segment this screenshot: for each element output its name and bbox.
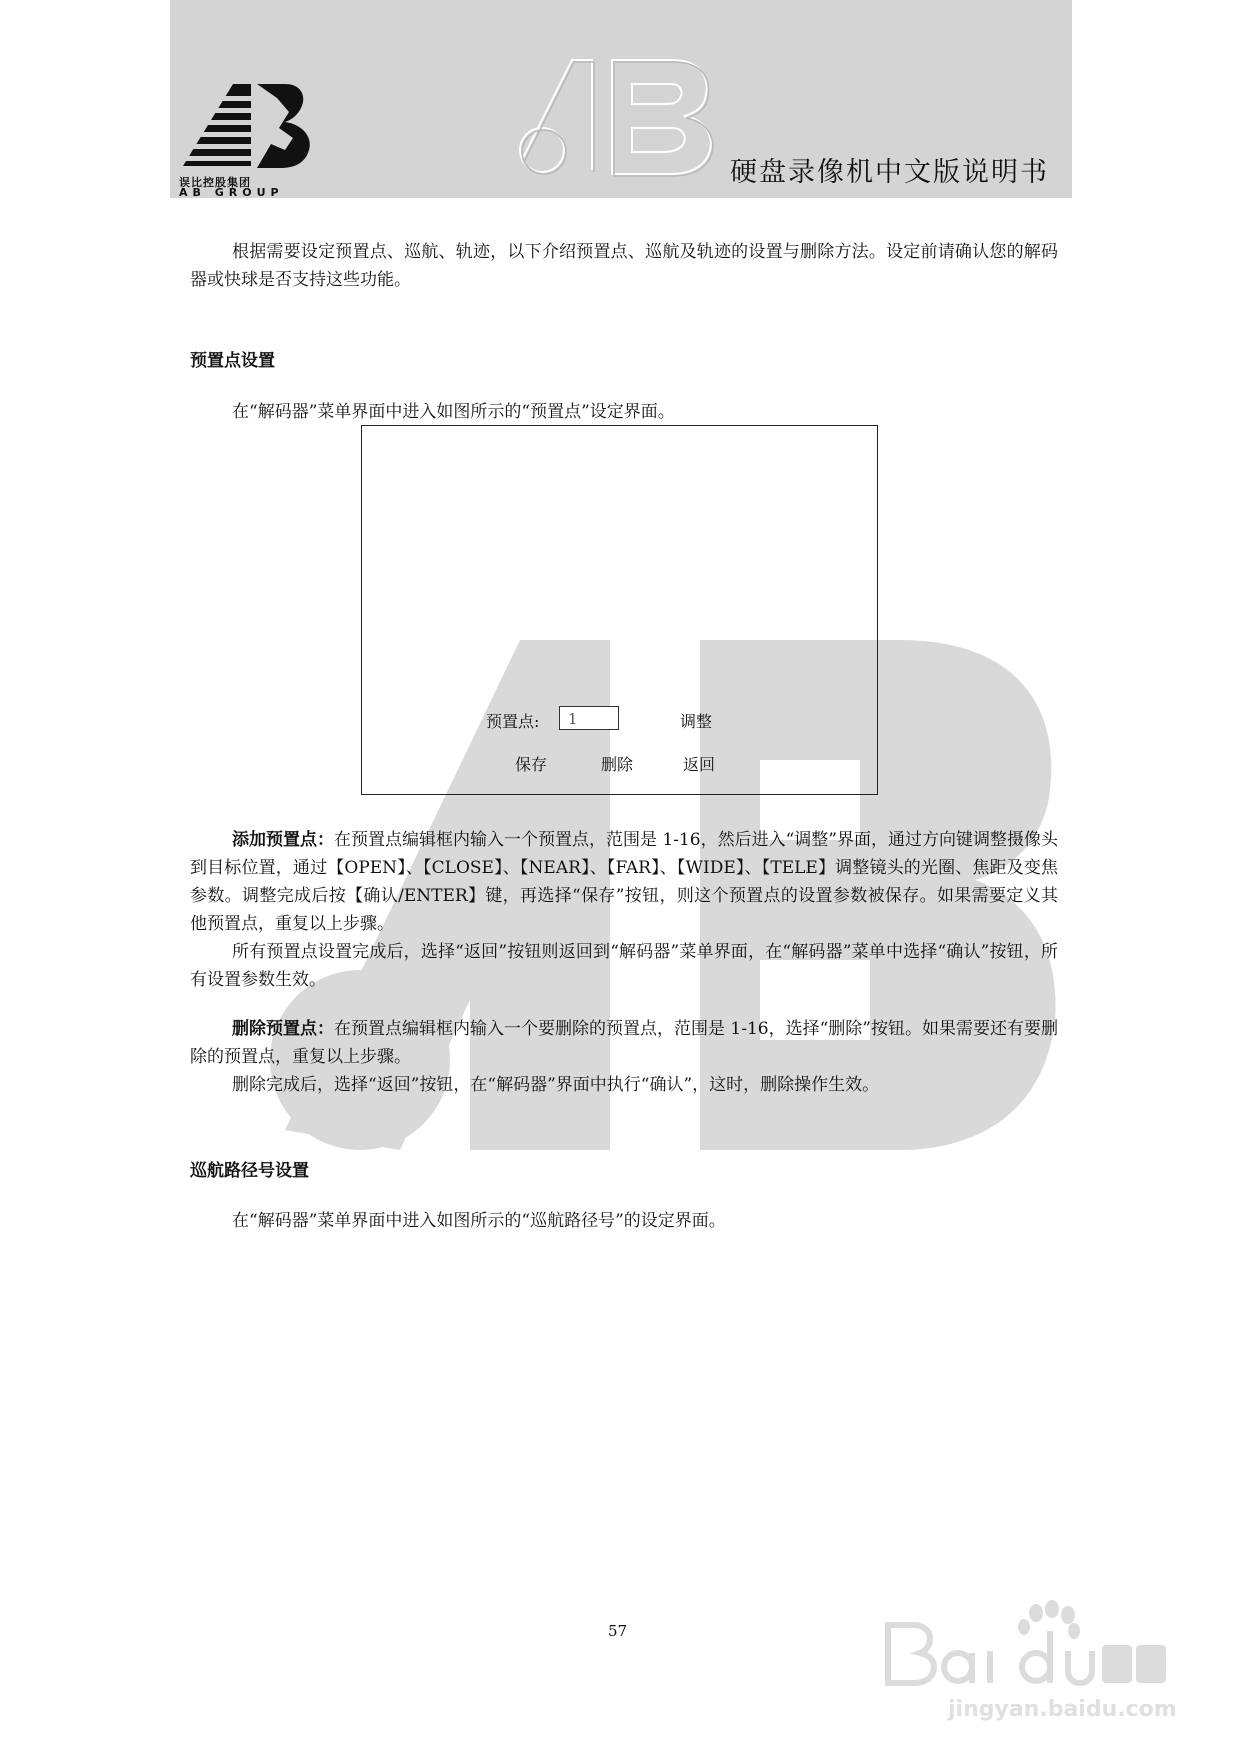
add-preset-paragraph-2: 所有预置点设置完成后，选择“返回”按钮则返回到“解码器”菜单界面，在“解码器”菜单中选择“确认”按钮，所有设置参数生效。 xyxy=(190,942,1058,990)
delete-button[interactable]: 删除 xyxy=(601,755,634,774)
preset-input[interactable]: 1 xyxy=(559,706,619,730)
page-number: 57 xyxy=(608,1622,628,1640)
delete-preset-text: 在预置点编辑框内输入一个要删除的预置点，范围是 1-16，选择“删除”按钮。如果需要还有要删除的预置点，重复以上步骤。 xyxy=(190,1019,1059,1067)
preset-label: 预置点: xyxy=(486,712,540,731)
preset-enter-text: 在“解码器”菜单界面中进入如图所示的“预置点”设定界面。 xyxy=(232,402,675,422)
manual-title: 硬盘录像机中文版说明书 xyxy=(730,157,1049,188)
section-heading-cruise: 巡航路径号设置 xyxy=(190,1161,309,1181)
preset-settings-screen xyxy=(361,425,878,795)
add-preset-lead: 添加预置点： xyxy=(232,830,335,850)
delete-preset-lead: 删除预置点： xyxy=(232,1019,335,1039)
delete-preset-paragraph-2: 删除完成后，选择“返回”按钮，在“解码器”界面中执行“确认”，这时，删除操作生效。 xyxy=(232,1075,880,1095)
baidu-logo-icon xyxy=(878,1595,1178,1705)
add-preset-paragraph xyxy=(190,826,1058,938)
intro-paragraph: 根据需要设定预置点、巡航、轨迹，以下介绍预置点、巡航及轨迹的设置与删除方法。设定前请确认您的解码器或快球是否支持这些功能。 xyxy=(190,242,1058,290)
baidu-url-text: jingyan.baidu.com xyxy=(948,1697,1177,1722)
baidu-jingyan-watermark xyxy=(878,1595,1178,1722)
logo-english-text: AB GROUP xyxy=(179,186,284,198)
add-preset-text: 在预置点编辑框内输入一个预置点，范围是 1-16，然后进入“调整”界面，通过方向键调整摄像头到目标位置，通过【OPEN】、【CLOSE】、【NEAR】、【FAR】、【WIDE】、【TELE】调整镜头的光圈、焦距及变焦参数。调整完成后按【确认/ENTER】键，再选择“保存”按钮，则这个预置点的设置参数被保存。如果需要定义其他预置点，重复以上步骤。 xyxy=(190,830,1059,934)
back-button[interactable]: 返回 xyxy=(683,755,716,774)
cruise-enter-text: 在“解码器”菜单界面中进入如图所示的“巡航路径号”的设定界面。 xyxy=(232,1211,726,1231)
section-heading-preset: 预置点设置 xyxy=(190,351,275,371)
save-button[interactable]: 保存 xyxy=(515,755,548,774)
delete-preset-paragraph xyxy=(190,1015,1058,1071)
logo-chinese-text: 误比控股集团 xyxy=(179,176,251,189)
adjust-button[interactable]: 调整 xyxy=(680,712,713,731)
